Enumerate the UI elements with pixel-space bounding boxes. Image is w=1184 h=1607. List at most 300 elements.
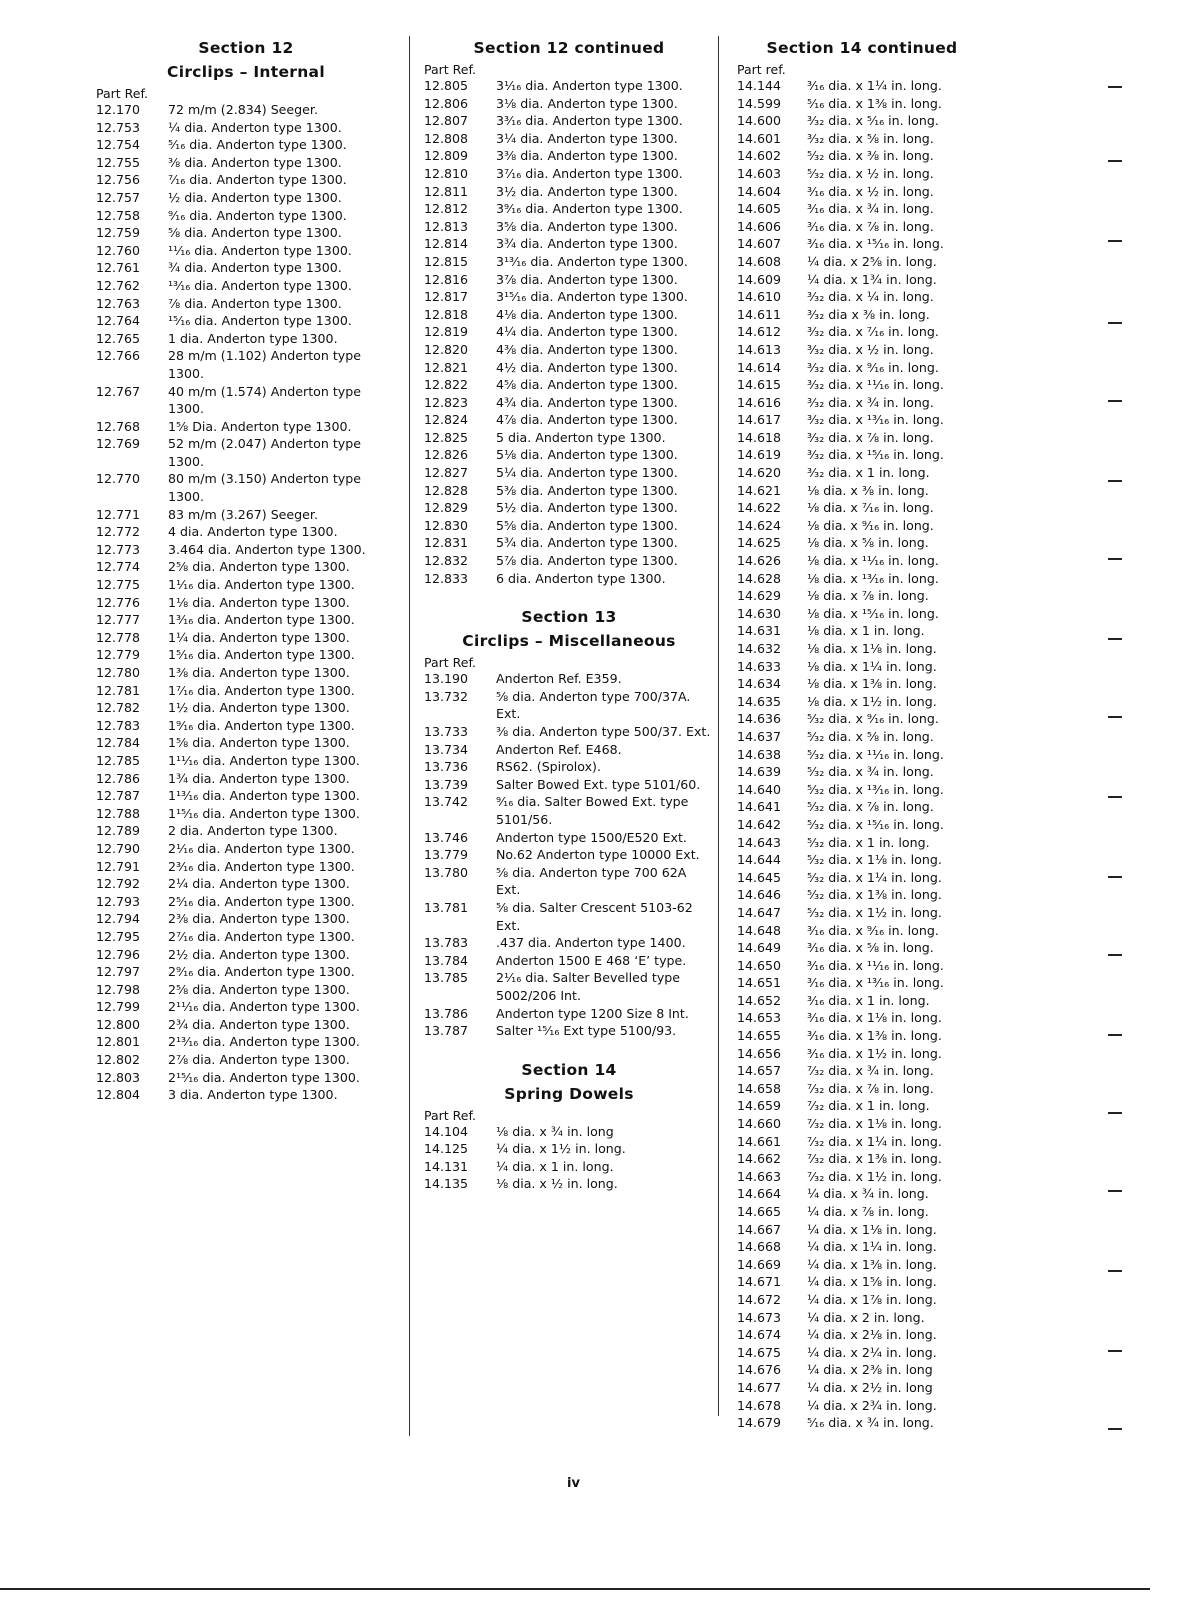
part-description: ⁵⁄₃₂ dia. x 1 in. long.	[807, 834, 930, 850]
part-ref: 14.618	[737, 429, 782, 445]
part-description: 2⁵⁄₁₆ dia. Anderton type 1300.	[168, 893, 355, 909]
part-ref: 14.632	[737, 641, 782, 656]
part-description: 5¼ dia. Anderton type 1300.	[496, 465, 678, 481]
part-ref: 12.794	[96, 911, 141, 927]
part-description: 2¼ dia. Anderton type 1300.	[168, 876, 350, 892]
part-description: 4¾ dia. Anderton type 1300.	[496, 394, 678, 410]
part-row	[96, 312, 396, 330]
part-row	[737, 1309, 987, 1327]
part-row	[96, 910, 396, 928]
part-description: ³⁄₁₆ dia. x ¹¹⁄₁₆ in. long.	[807, 957, 944, 973]
part-ref: 14.624	[737, 517, 782, 533]
part-ref: 13.786	[424, 1005, 469, 1021]
part-description: ⅝ dia. Anderton type 1300.	[168, 225, 342, 241]
part-description: ³⁄₃₂ dia. x ½ in. long.	[807, 341, 934, 357]
part-ref: 13.190	[424, 671, 469, 687]
part-description: ⅝ dia. Anderton type 700 62A Ext.	[496, 864, 687, 898]
margin-tick	[1108, 86, 1122, 88]
part-ref: 13.742	[424, 794, 469, 810]
part-ref: 12.758	[96, 207, 141, 223]
part-row	[424, 952, 714, 970]
part-description: 4⅛ dia. Anderton type 1300.	[496, 306, 678, 322]
part-row	[424, 758, 714, 776]
part-description: 80 m/m (3.150) Anderton type 1300.	[168, 471, 361, 505]
part-ref: 14.635	[737, 693, 782, 709]
part-row	[96, 1016, 396, 1034]
part-description: ⅛ dia. x 1⅛ in. long.	[807, 641, 937, 656]
part-ref: 13.785	[424, 970, 469, 986]
part-row	[424, 218, 714, 236]
part-row	[737, 640, 987, 658]
margin-tick	[1108, 954, 1122, 956]
part-ref: 14.614	[737, 359, 782, 375]
part-row	[424, 1175, 714, 1193]
part-description: ¼ dia. Anderton type 1300.	[168, 119, 342, 135]
part-ref: 12.791	[96, 858, 141, 874]
part-ref: 12.779	[96, 647, 141, 663]
part-ref: 14.658	[737, 1080, 782, 1096]
part-row	[96, 787, 396, 805]
part-row	[737, 851, 987, 869]
part-row	[424, 464, 714, 482]
part-ref: 14.602	[737, 148, 782, 164]
part-ref: 12.823	[424, 394, 469, 410]
part-row	[737, 271, 987, 289]
part-description: ³⁄₃₂ dia. x ¼ in. long.	[807, 289, 934, 305]
part-description: 1½ dia. Anderton type 1300.	[168, 700, 350, 716]
part-row	[96, 330, 396, 348]
part-description: 3⅝ dia. Anderton type 1300.	[496, 218, 678, 234]
part-row	[737, 746, 987, 764]
part-description: Anderton type 1500/E520 Ext.	[496, 829, 687, 845]
part-description: ⅛ dia. x ¹³⁄₁₆ in. long.	[807, 570, 939, 586]
part-ref: 14.647	[737, 904, 782, 920]
part-ref: 12.811	[424, 183, 469, 199]
part-description: ³⁄₁₆ dia. x 1 in. long.	[807, 992, 930, 1008]
part-description: ³⁄₃₂ dia. x ¹⁵⁄₁₆ in. long.	[807, 447, 944, 463]
part-description: ³⁄₁₆ dia. x ¹³⁄₁₆ in. long.	[807, 975, 944, 991]
part-row	[737, 834, 987, 852]
part-ref: 14.668	[737, 1239, 782, 1255]
part-row	[737, 1045, 987, 1063]
part-row	[737, 130, 987, 148]
part-ref: 14.619	[737, 447, 782, 463]
part-description: ⅛ dia. x 1 in. long.	[807, 623, 925, 639]
part-row	[737, 1397, 987, 1415]
part-row	[424, 1005, 714, 1023]
part-ref: 14.638	[737, 746, 782, 762]
part-ref: 12.805	[424, 78, 469, 93]
part-row	[737, 1256, 987, 1274]
part-description: 5⅜ dia. Anderton type 1300.	[496, 482, 678, 498]
part-ref: 12.782	[96, 700, 141, 716]
section-title: Section 13	[521, 608, 617, 627]
part-ref: 12.809	[424, 148, 469, 164]
part-ref: 14.609	[737, 271, 782, 287]
part-row	[96, 207, 396, 225]
part-description: ⅛ dia. x ⅝ in. long.	[807, 535, 929, 551]
part-row	[737, 411, 987, 429]
part-ref: 14.637	[737, 728, 782, 744]
part-description: ⁵⁄₃₂ dia. x 1½ in. long.	[807, 904, 942, 920]
part-row	[424, 112, 714, 130]
part-description: ³⁄₃₂ dia. x ⁵⁄₁₆ in. long.	[807, 113, 939, 129]
section-subtitle: Circlips – Internal	[167, 63, 325, 81]
part-ref: 14.606	[737, 218, 782, 234]
section-title: Section 14	[521, 1060, 617, 1079]
part-description: 2³⁄₁₆ dia. Anderton type 1300.	[168, 858, 355, 874]
part-ref: 14.642	[737, 816, 782, 832]
part-ref: 14.605	[737, 201, 782, 217]
part-row	[737, 218, 987, 236]
part-row	[424, 793, 714, 828]
part-ref: 14.671	[737, 1274, 782, 1290]
part-ref: 14.629	[737, 588, 782, 604]
part-description: ⁵⁄₃₂ dia. x ⅝ in. long.	[807, 728, 934, 744]
part-ref: 12.808	[424, 130, 469, 146]
part-description: ⅛ dia. x 1¼ in. long.	[807, 658, 937, 674]
part-ref: 12.826	[424, 447, 469, 463]
part-ref: 12.780	[96, 665, 141, 680]
part-row	[737, 77, 987, 95]
part-ref: 14.676	[737, 1362, 782, 1378]
part-row	[737, 605, 987, 623]
part-ref: 12.768	[96, 418, 141, 434]
part-ref: 12.816	[424, 271, 469, 287]
part-description: ⁵⁄₃₂ dia. x ⁹⁄₁₆ in. long.	[807, 711, 939, 727]
part-description: ³⁄₃₂ dia. x ⅞ in. long.	[807, 429, 934, 445]
part-ref-header: Part Ref.	[424, 62, 476, 77]
part-ref: 13.781	[424, 899, 469, 915]
part-ref: 12.802	[96, 1052, 141, 1068]
margin-tick	[1108, 1034, 1122, 1036]
part-description: ³⁄₁₆ dia. x ½ in. long.	[807, 183, 934, 199]
part-ref: 13.779	[424, 847, 469, 863]
part-row	[424, 723, 714, 741]
part-row	[424, 165, 714, 183]
part-ref: 14.634	[737, 676, 782, 692]
part-row	[96, 752, 396, 770]
part-description: ³⁄₁₆ dia. x 1⅛ in. long.	[807, 1010, 942, 1026]
part-ref: 14.617	[737, 412, 782, 428]
part-ref: 12.814	[424, 236, 469, 252]
part-description: ¼ dia. x 2½ in. long	[807, 1379, 933, 1395]
part-description: 1¹¹⁄₁₆ dia. Anderton type 1300.	[168, 752, 360, 768]
part-row	[96, 717, 396, 735]
part-row	[737, 482, 987, 500]
part-description: 1⅝ dia. Anderton type 1300.	[168, 735, 350, 751]
part-ref: 12.829	[424, 500, 469, 516]
part-row	[424, 446, 714, 464]
part-description: ⅛ dia. x ½ in. long.	[496, 1176, 618, 1192]
part-description: ¼ dia. x 2⅝ in. long.	[807, 253, 937, 269]
part-description: ¾ dia. Anderton type 1300.	[168, 260, 342, 276]
part-row	[424, 429, 714, 447]
part-row	[96, 928, 396, 946]
part-row	[737, 1133, 987, 1151]
part-description: ¼ dia. x 1⅝ in. long.	[807, 1274, 937, 1290]
part-description: Salter ¹⁵⁄₁₆ Ext type 5100/93.	[496, 1023, 677, 1039]
part-ref: 14.657	[737, 1063, 782, 1079]
part-ref: 12.788	[96, 805, 141, 821]
part-ref: 12.801	[96, 1034, 141, 1050]
part-row	[737, 359, 987, 377]
part-row	[737, 922, 987, 940]
part-row	[737, 183, 987, 201]
part-row	[737, 323, 987, 341]
part-ref: 12.789	[96, 823, 141, 839]
part-description: ¼ dia. x 1⅛ in. long.	[807, 1221, 937, 1237]
part-row	[737, 904, 987, 922]
part-ref: 12.774	[96, 559, 141, 575]
part-row	[96, 981, 396, 999]
part-ref: 12.784	[96, 735, 141, 751]
part-description: ⁵⁄₃₂ dia. x ⅜ in. long.	[807, 148, 934, 164]
part-ref: 13.784	[424, 952, 469, 968]
part-row	[96, 224, 396, 242]
section-title: Section 14 continued	[766, 39, 958, 57]
part-description: ¼ dia. x 2¾ in. long.	[807, 1397, 937, 1413]
part-ref: 12.776	[96, 594, 141, 610]
part-row	[96, 611, 396, 629]
part-ref: 13.733	[424, 724, 469, 739]
part-ref: 14.607	[737, 236, 782, 252]
part-ref: 14.604	[737, 183, 782, 199]
part-ref: 14.599	[737, 95, 782, 111]
part-row	[737, 288, 987, 306]
part-description: 3⁹⁄₁₆ dia. Anderton type 1300.	[496, 201, 683, 217]
part-description: 4¼ dia. Anderton type 1300.	[496, 324, 678, 340]
part-row	[96, 189, 396, 207]
margin-tick	[1108, 638, 1122, 640]
part-row	[424, 552, 714, 570]
part-ref: 12.833	[424, 570, 469, 586]
part-row	[96, 558, 396, 576]
part-description: 2⅞ dia. Anderton type 1300.	[168, 1052, 350, 1068]
part-description: ⅛ dia. x ¹¹⁄₁₆ in. long.	[807, 553, 939, 569]
part-description: 2⅜ dia. Anderton type 1300.	[168, 911, 350, 927]
part-description: 2¹⁄₁₆ dia. Salter Bevelled type 5002/206 Int.	[496, 970, 681, 1003]
part-row	[424, 846, 714, 864]
part-ref: 14.656	[737, 1045, 782, 1061]
part-ref: 14.669	[737, 1256, 782, 1272]
part-ref: 14.621	[737, 482, 782, 498]
part-description: 3³⁄₁₆ dia. Anderton type 1300.	[496, 113, 683, 129]
margin-tick	[1108, 400, 1122, 402]
part-ref: 14.620	[737, 465, 782, 481]
part-ref: 14.646	[737, 887, 782, 903]
part-row	[737, 1238, 987, 1256]
part-description: ¹³⁄₁₆ dia. Anderton type 1300.	[168, 277, 352, 293]
part-ref: 14.608	[737, 253, 782, 269]
section-title: Section 12 continued	[473, 39, 665, 57]
part-ref: 12.798	[96, 981, 141, 997]
part-description: Anderton Ref. E468.	[496, 741, 622, 757]
part-description: ¼ dia. x 1 in. long.	[496, 1158, 614, 1174]
part-description: ⁵⁄₃₂ dia. x 1⅜ in. long.	[807, 887, 942, 903]
part-ref: 12.756	[96, 172, 141, 188]
part-row	[737, 1361, 987, 1379]
part-description: 4½ dia. Anderton type 1300.	[496, 359, 678, 375]
part-row	[737, 992, 987, 1010]
part-row	[424, 534, 714, 552]
part-row	[737, 728, 987, 746]
part-row	[737, 464, 987, 482]
part-description: ³⁄₁₆ dia. x ⅞ in. long.	[807, 218, 934, 234]
part-ref: 12.775	[96, 577, 141, 593]
part-row	[737, 957, 987, 975]
part-description: ¼ dia. x ⅞ in. long.	[807, 1204, 929, 1219]
part-row	[424, 376, 714, 394]
part-row	[737, 781, 987, 799]
column-2	[424, 36, 714, 1193]
part-ref: 14.665	[737, 1204, 782, 1219]
part-ref: 12.807	[424, 113, 469, 129]
part-ref: 13.734	[424, 741, 469, 757]
part-ref: 14.679	[737, 1415, 782, 1431]
part-row	[424, 394, 714, 412]
part-row	[737, 147, 987, 165]
part-row	[96, 840, 396, 858]
part-ref: 14.630	[737, 605, 782, 621]
part-ref: 14.633	[737, 658, 782, 674]
part-description: 1³⁄₁₆ dia. Anderton type 1300.	[168, 612, 355, 628]
part-row	[96, 822, 396, 840]
part-ref: 12.785	[96, 752, 141, 768]
part-description: 1⅝ Dia. Anderton type 1300.	[168, 418, 352, 434]
part-description: 4⅝ dia. Anderton type 1300.	[496, 377, 678, 393]
margin-tick	[1108, 1270, 1122, 1272]
part-row	[424, 271, 714, 289]
part-row	[737, 658, 987, 676]
part-ref: 14.641	[737, 799, 782, 815]
part-ref: 12.810	[424, 165, 469, 181]
part-description: ⁵⁄₃₂ dia. x ¹⁵⁄₁₆ in. long.	[807, 816, 944, 832]
part-row	[96, 347, 396, 382]
part-ref: 14.125	[424, 1141, 469, 1157]
part-description: Anderton Ref. E359.	[496, 671, 622, 687]
part-row	[96, 101, 396, 119]
part-description: 2⅝ dia. Anderton type 1300.	[168, 559, 350, 575]
part-row	[737, 306, 987, 324]
part-description: ³⁄₃₂ dia. x 1 in. long.	[807, 465, 930, 481]
part-row	[96, 1069, 396, 1087]
part-row	[737, 1221, 987, 1239]
part-row	[737, 939, 987, 957]
part-row	[424, 670, 714, 688]
part-description: ³⁄₃₂ dia. x ⁷⁄₁₆ in. long.	[807, 324, 939, 340]
part-ref: 14.631	[737, 623, 782, 639]
part-row	[96, 506, 396, 524]
part-row	[424, 1140, 714, 1158]
part-description: ⅜ dia. Anderton type 1300.	[168, 154, 342, 170]
part-description: ⅛ dia. x ⅞ in. long.	[807, 588, 929, 604]
part-description: 5¾ dia. Anderton type 1300.	[496, 535, 678, 551]
part-ref: 14.603	[737, 165, 782, 181]
part-row	[737, 1027, 987, 1045]
part-description: ⁷⁄₃₂ dia. x 1 in. long.	[807, 1098, 930, 1114]
part-ref: 12.762	[96, 277, 141, 293]
part-description: ⁵⁄₁₆ dia. Anderton type 1300.	[168, 137, 347, 153]
part-row	[737, 1115, 987, 1133]
part-ref: 14.636	[737, 711, 782, 727]
part-description: 4⅜ dia. Anderton type 1300.	[496, 341, 678, 357]
part-description: 1¹⁄₁₆ dia. Anderton type 1300.	[168, 577, 355, 593]
part-row	[737, 1150, 987, 1168]
part-ref: 12.764	[96, 313, 141, 329]
part-row	[737, 710, 987, 728]
part-row	[737, 1291, 987, 1309]
part-ref: 12.770	[96, 471, 141, 487]
part-ref: 12.790	[96, 840, 141, 856]
part-description: 3⁷⁄₁₆ dia. Anderton type 1300.	[496, 165, 683, 181]
part-row	[424, 253, 714, 271]
part-description: ³⁄₃₂ dia x ⅜ in. long.	[807, 306, 930, 322]
part-ref: 13.736	[424, 759, 469, 775]
part-row	[737, 534, 987, 552]
margin-tick	[1108, 1350, 1122, 1352]
part-ref: 12.753	[96, 119, 141, 135]
part-ref: 12.800	[96, 1016, 141, 1032]
part-ref: 14.645	[737, 869, 782, 885]
part-description: 2½ dia. Anderton type 1300.	[168, 946, 350, 962]
part-row	[737, 499, 987, 517]
part-description: ³⁄₁₆ dia. x ⅝ in. long.	[807, 940, 934, 956]
part-ref: 12.767	[96, 383, 141, 399]
part-description: 1¹³⁄₁₆ dia. Anderton type 1300.	[168, 788, 360, 804]
part-description: ³⁄₁₆ dia. x 1½ in. long.	[807, 1045, 942, 1061]
part-ref: 12.759	[96, 225, 141, 241]
column-3	[737, 36, 987, 1432]
part-ref: 14.660	[737, 1116, 782, 1132]
part-description: ⁵⁄₃₂ dia. x ¾ in. long.	[807, 764, 934, 780]
part-description: 1⁵⁄₁₆ dia. Anderton type 1300.	[168, 647, 355, 663]
part-row	[96, 259, 396, 277]
part-row	[737, 165, 987, 183]
part-row	[737, 974, 987, 992]
part-ref: 12.828	[424, 482, 469, 498]
part-row	[96, 699, 396, 717]
part-description: 83 m/m (3.267) Seeger.	[168, 506, 318, 522]
part-description: ³⁄₁₆ dia. x ¾ in. long.	[807, 201, 934, 217]
part-row	[737, 693, 987, 711]
part-description: ⅛ dia. x ⁷⁄₁₆ in. long.	[807, 500, 934, 516]
section-subtitle: Spring Dowels	[504, 1084, 634, 1103]
part-description: 5⅞ dia. Anderton type 1300.	[496, 553, 678, 569]
part-description: ³⁄₁₆ dia. x ⁹⁄₁₆ in. long.	[807, 922, 939, 938]
part-description: 3.464 dia. Anderton type 1300.	[168, 541, 366, 557]
part-ref: 12.754	[96, 137, 141, 153]
part-ref: 12.778	[96, 629, 141, 645]
part-ref: 14.144	[737, 78, 782, 93]
part-row	[737, 429, 987, 447]
part-description: ¼ dia. x 1¼ in. long.	[807, 1239, 937, 1255]
part-row	[424, 359, 714, 377]
part-row	[96, 1033, 396, 1051]
part-ref: 12.818	[424, 306, 469, 322]
part-row	[424, 482, 714, 500]
part-description: ⅛ dia. x 1⅜ in. long.	[807, 676, 937, 692]
part-ref: 12.772	[96, 524, 141, 540]
part-row	[424, 95, 714, 113]
part-description: ³⁄₁₆ dia. x ¹⁵⁄₁₆ in. long.	[807, 236, 944, 252]
part-ref: 14.662	[737, 1151, 782, 1167]
part-row	[96, 646, 396, 664]
part-ref: 12.825	[424, 429, 469, 445]
part-row	[737, 235, 987, 253]
part-description: 3⅛ dia. Anderton type 1300.	[496, 95, 678, 111]
part-row	[96, 277, 396, 295]
